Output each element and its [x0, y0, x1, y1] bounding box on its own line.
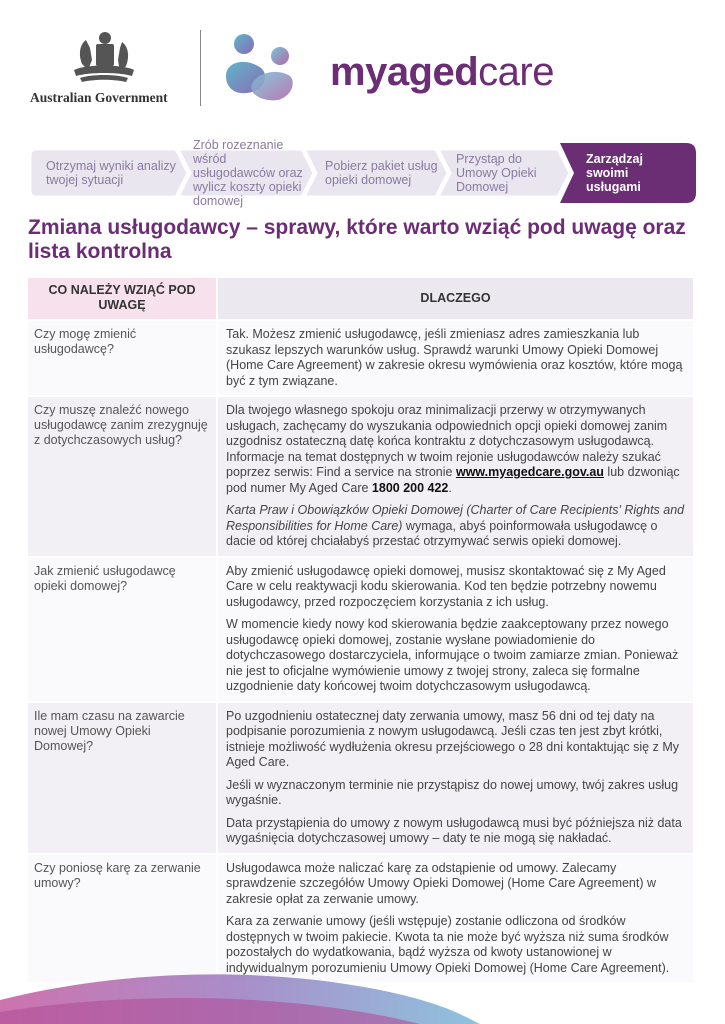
- col-header-consider: CO NALEŻY WZIĄĆ POD UWAGĘ: [28, 278, 216, 319]
- step-5-label: Zarządzaj swoimi usługami: [586, 152, 643, 194]
- decorative-wave: [0, 960, 725, 1024]
- table-row: [28, 321, 693, 395]
- answer-paragraph: Usługodawca może naliczać karę za odstąpienie od umowy. Zalecamy sprawdzenie szczegółów Umowy Opieki Domowej (Home Care Agreement) w zakresie opłat za zerwanie umowy.: [226, 860, 657, 906]
- row-answer: [218, 397, 693, 556]
- my-aged-care-icon: [222, 32, 297, 104]
- answer-paragraph: [226, 503, 685, 550]
- answer-paragraph: Tak. Możesz zmienić usługodawcę, jeśli zmieniasz adres zamieszkania lub szukasz lepszych warunków usług. Sprawdź warunki Umowy Opieki Domowej (Home Care Agreement) w zakresie okresu wymówienia oraz kosztów, które mogą być z tym związane.: [226, 327, 683, 388]
- coat-of-arms-icon: [66, 30, 142, 88]
- table-row: [28, 703, 693, 853]
- step-4-label: Przystąp do Umowy Opieki Domowej: [456, 152, 537, 194]
- charter-title: Karta Praw i Obowiązków Opieki Domowej (Charter of Care Recipients' Rights and Responsibilities for Home Care): [226, 503, 685, 533]
- process-steps: [28, 138, 696, 208]
- government-name: Australian Government: [30, 90, 168, 105]
- checklist-table: [28, 278, 693, 984]
- australian-government-logo: [30, 30, 180, 110]
- row-question: Czy poniosę karę za zerwanie umowy?: [28, 855, 216, 983]
- step-3-label: Pobierz pakiet usług opieki domowej: [325, 159, 438, 187]
- answer-paragraph: Kara za zerwanie umowy (jeśli wstępuje) zostanie odliczona od środków dostępnych w twoim pakiecie. Kwota ta nie może być wyższa niż suma środków pozostałych do wydatkowania, bądź wyższa od kwoty ustanowionej w indywidualnym porozumieniu Umowy Opieki Domowej (Home Care Agreement).: [226, 914, 670, 975]
- table-header-row: [28, 278, 693, 319]
- row-question: Ile mam czasu na zawarcie nowej Umowy Opieki Domowej?: [28, 703, 216, 853]
- step-5-active: [586, 143, 666, 203]
- table-row: [28, 558, 693, 701]
- answer-text: lub dzwoniąc pod numer My Aged Care: [226, 465, 680, 495]
- step-2-label: Zrób rozeznanie wśród usługodawców oraz wylicz koszty opieki domowej: [193, 138, 303, 208]
- answer-text: Dla twojego własnego spokoju oraz minimalizacji przerwy w otrzymywanych usługach, zachęcamy do wyszukania odpowiednich opcji opieki domowej zanim uzgodnisz ostateczną datę końca kontraktu z dotychczasowym usługodawcą. Informacje na temat dostępnych w twoim rejonie usługodawców należy szukać poprzez serwis: Find a service na stronie: [226, 403, 668, 479]
- step-1-label: Otrzymaj wyniki analizy twojej sytuacji: [46, 159, 176, 187]
- website-link[interactable]: www.myagedcare.gov.au: [455, 465, 604, 479]
- brand-bold: myaged: [330, 50, 479, 94]
- answer-paragraph: Data przystąpienia do umowy z nowym usługodawcą musi być późniejsza niż data wygaśnięcia dotychczasowej umowy – daty te nie mogą się nakładać.: [226, 815, 682, 845]
- row-question: Jak zmienić usługodawcę opieki domowej?: [28, 558, 216, 701]
- row-answer: [218, 703, 693, 853]
- step-1: [46, 143, 178, 203]
- row-answer: [218, 558, 693, 701]
- header-divider: [200, 30, 201, 106]
- row-question: Czy mogę zmienić usługodawcę?: [28, 321, 216, 395]
- answer-text: .: [448, 480, 452, 495]
- answer-paragraph: Jeśli w wyznaczonym terminie nie przystąpisz do nowej umowy, twój zakres usług wygaśnie.: [226, 777, 679, 807]
- table-row: [28, 397, 693, 556]
- answer-paragraph: Aby zmienić usługodawcę opieki domowej, musisz skontaktować się z My Aged Care w celu reaktywacji kodu skierowania. Kod ten będzie potrzebny nowemu usługodawcy, przed rozpoczęciem korzystania z ich usług.: [226, 563, 666, 609]
- answer-paragraph: [226, 403, 685, 496]
- step-2: [193, 138, 309, 208]
- answer-text: wymaga, abyś poinformowała usługodawcę o dacie od której chciałabyś przestać otrzymywać serwis opieki domowej.: [226, 518, 658, 548]
- answer-paragraph: Po uzgodnieniu ostatecznej daty zerwania umowy, masz 56 dni od tej daty na podpisanie porozumienia z nowym usługodawcą. Jeśli czas ten jest zbyt krótki, istnieje możliwość wydłużenia okresu przejściowego o 28 dni kontaktując się z My Aged Care.: [226, 708, 679, 769]
- page-title: Zmiana usługodawcy – sprawy, które warto wziąć pod uwagę oraz lista kontrolna: [28, 216, 686, 263]
- phone-number: 1800 200 422: [371, 480, 449, 495]
- my-aged-care-wordmark: [330, 48, 554, 96]
- row-answer: [218, 321, 693, 395]
- step-3: [325, 143, 441, 203]
- col-header-why: DLACZEGO: [218, 278, 693, 319]
- row-question: Czy muszę znaleźć nowego usługodawcę zanim zrezygnuję z dotychczasowych usług?: [28, 397, 216, 556]
- brand-light: care: [478, 50, 554, 94]
- step-4: [456, 143, 564, 203]
- answer-paragraph: W momencie kiedy nowy kod skierowania będzie zaakceptowany przez nowego usługodawcę opieki domowej, zostanie wysłane powiadomienie do dotychczasowego dostarczyciela, informujące o twoim zamiarze zmian. Ponieważ nie jest to oficjalne wymówienie umowy z twojej strony, zaleca się formalne uzgodnienie daty końcowej twoim dotychczasowym usługodawcą.: [226, 617, 679, 693]
- header: [0, 0, 725, 130]
